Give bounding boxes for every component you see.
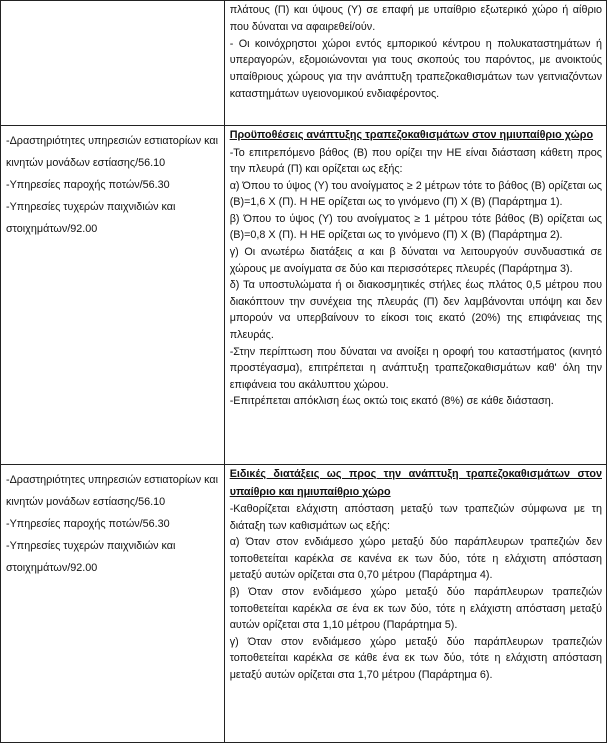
table-row [1,465,607,743]
activity-item: -Υπηρεσίες παροχής ποτών/56.30 [6,518,170,530]
paragraph: γ) Οι ανωτέρω διατάξεις α και β δύναται να λειτουργούν συνδυαστικά σε χώρους με ανοίγματα σε δύο και περισσότερες πλευρές (Παράρτημα 3). [229,246,602,275]
activity-cell [1,1,225,126]
table-row [1,126,607,465]
activity-item: -Δραστηριότητες υπηρεσιών εστιατορίων και κινητών μονάδων εστίασης/56.10 [6,135,219,169]
paragraph: β) Όπου το ύψος (Υ) του ανοίγματος ≥ 1 μέτρου τότε βάθος (Β) ορίζεται ως (Β)=0,8 Χ (Π). Η ΗΕ ορίζεται ως το γινόμενο (Π) Χ (Β) (Παράρτημα 2). [229,212,602,242]
provision-text [225,126,606,410]
section-heading: Ειδικές διατάξεις ως προς την ανάπτυξη τραπεζοκαθισμάτων στον υπαίθριο και ημιυπαίθριο χώρο [229,468,602,498]
paragraph: -Καθορίζεται ελάχιστη απόσταση μεταξύ των τραπεζιών σύμφωνα με τη διάταξη των καθισμάτων ως εξής: [229,503,602,532]
activity-item: -Υπηρεσίες παροχής ποτών/56.30 [6,179,170,191]
activity-list [1,126,224,240]
provision-text [225,1,606,103]
provision-text [225,465,606,684]
section-heading: Προϋποθέσεις ανάπτυξης τραπεζοκαθισμάτων στον ημιυπαίθριο χώρο [229,129,594,141]
paragraph: -Το επιτρεπόμενο βάθος (Β) που ορίζει την ΗΕ είναι διάσταση κάθετη προς την πλευρά (Π) και ορίζεται ως εξής: [229,146,602,176]
paragraph: πλάτους (Π) και ύψους (Υ) σε επαφή με υπαίθριο εξωτερικό χώρο ή αίθριο που δύναται να αφαιρεθεί/ούν. [229,4,602,33]
activity-item: -Δραστηριότητες υπηρεσιών εστιατορίων και κινητών μονάδων εστίασης/56.10 [6,474,219,508]
table-row [1,1,607,126]
paragraph: β) Όταν στον ενδιάμεσο χώρο μεταξύ δύο παράπλευρων τραπεζιών τοποθετείται καρέκλα σε ένα εκ των δύο, τότε η ελάχιστη απόσταση μεταξύ αυτών ορίζεται στα 1,10 μέτρου (Παράρτημα 5). [229,585,602,632]
activity-cell [1,126,225,465]
paragraph: -Στην περίπτωση που δύναται να ανοίξει η οροφή του καταστήματος (κινητό προστέγασμα), επιτρέπεται η ανάπτυξη τραπεζοκαθισμάτων καθ' όλη την επιφάνεια του ακάλυπτου χώρου. [229,345,602,391]
activity-list [1,465,224,579]
activity-item: -Υπηρεσίες τυχερών παιχνιδιών και στοιχημάτων/92.00 [6,201,176,235]
provision-cell [224,126,606,465]
paragraph: -Επιτρέπεται απόκλιση έως οκτώ τοις εκατό (8%) σε κάθε διάσταση. [229,395,554,408]
provision-cell [224,1,606,126]
paragraph: α) Όπου το ύψος (Υ) του ανοίγματος ≥ 2 μέτρων τότε το βάθος (Β) ορίζεται ως (Β)=1,6 Χ (Π). Η ΗΕ ορίζεται ως το γινόμενο (Π) Χ (Β) (Παράρτημα 1). [229,179,602,209]
provision-cell [224,465,606,743]
paragraph: - Οι κοινόχρηστοι χώροι εντός εμπορικού κέντρου η πολυκαταστημάτων ή υπεραγορών, εξομοιώνονται για τους σκοπούς του παρόντος, με ανοικτούς υπαίθριους χώρους για την ανάπτυξη τραπεζοκαθισμάτων των γειτνιαζόντων καταστημάτων υγειονομικού ενδιαφέροντος. [229,37,602,100]
paragraph: α) Όταν στον ενδιάμεσο χώρο μεταξύ δύο παράπλευρων τραπεζιών δεν τοποθετείται καρέκλα σε κανένα εκ των δύο, τότε η ελάχιστη απόσταση μεταξύ αυτών ορίζεται στα 0,70 μέτρου (Παράρτημα 4). [229,536,602,582]
activity-cell [1,465,225,743]
paragraph: δ) Τα υποστυλώματα ή οι διακοσμητικές στήλες έως πλάτος 0,5 μέτρου που διακόπτουν την συνέχεια της πλευράς (Π) δεν λαμβάνονται υπόψη και δεν μπορούν να υπερβαίνουν το είκοσι τοις εκατό (20%) της επιφάνειας της πλευράς. [229,279,602,342]
activity-item: -Υπηρεσίες τυχερών παιχνιδιών και στοιχημάτων/92.00 [6,540,176,574]
paragraph: γ) Όταν στον ενδιάμεσο χώρο μεταξύ δύο παράπλευρων τραπεζιών τοποθετείται καρέκλα σε κάθε ένα εκ των δύο, τότε η ελάχιστη απόσταση μεταξύ αυτών ορίζεται στα 1,70 μέτρου (Παράρτημα 6). [229,635,602,681]
